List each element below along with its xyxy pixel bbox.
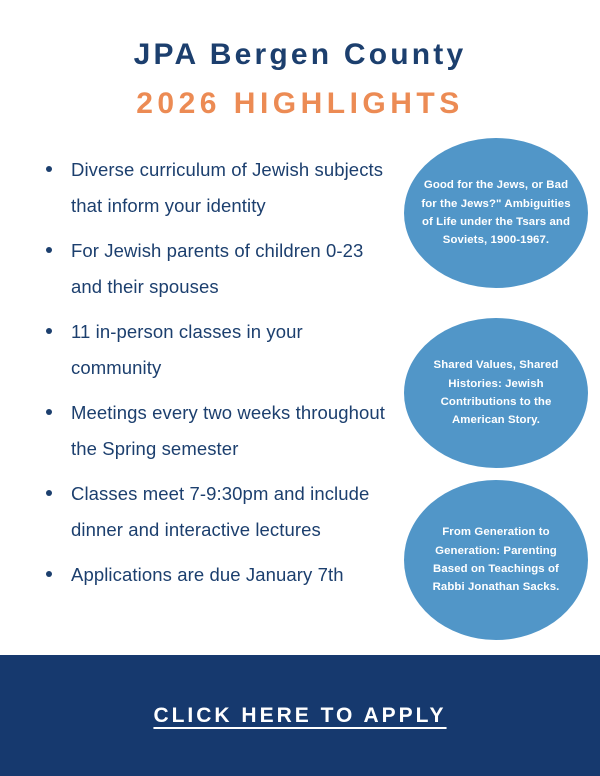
course-circle-2 <box>404 318 588 468</box>
course-circles <box>404 138 594 648</box>
course-circle-1 <box>404 138 588 288</box>
list-item: Applications are due January 7th <box>38 557 398 593</box>
list-item: Classes meet 7-9:30pm and include dinner and interactive lectures <box>38 476 398 547</box>
list-item: Meetings every two weeks throughout the Spring semester <box>38 395 398 466</box>
highlights-list <box>38 152 398 603</box>
course-title: Good for the Jews, or Bad for the Jews?" Ambiguities of Life under the Tsars and Soviets, 1900-1967. <box>421 179 571 247</box>
page-title: JPA Bergen County <box>133 38 467 71</box>
cta-banner <box>0 655 600 776</box>
course-circle-3 <box>404 480 588 640</box>
course-title: From Generation to Generation: Parenting Based on Teachings of Rabbi Jonathan Sacks. <box>432 526 560 594</box>
list-item: For Jewish parents of children 0-23 and their spouses <box>38 233 398 304</box>
page-subtitle: 2026 HIGHLIGHTS <box>136 86 464 120</box>
course-title: Shared Values, Shared Histories: Jewish Contributions to the American Story. <box>433 359 559 427</box>
list-item: Diverse curriculum of Jewish subjects that inform your identity <box>38 152 398 223</box>
poster-header <box>0 0 600 121</box>
apply-link[interactable]: CLICK HERE TO APPLY <box>153 703 447 727</box>
list-item: 11 in-person classes in your community <box>38 314 398 385</box>
